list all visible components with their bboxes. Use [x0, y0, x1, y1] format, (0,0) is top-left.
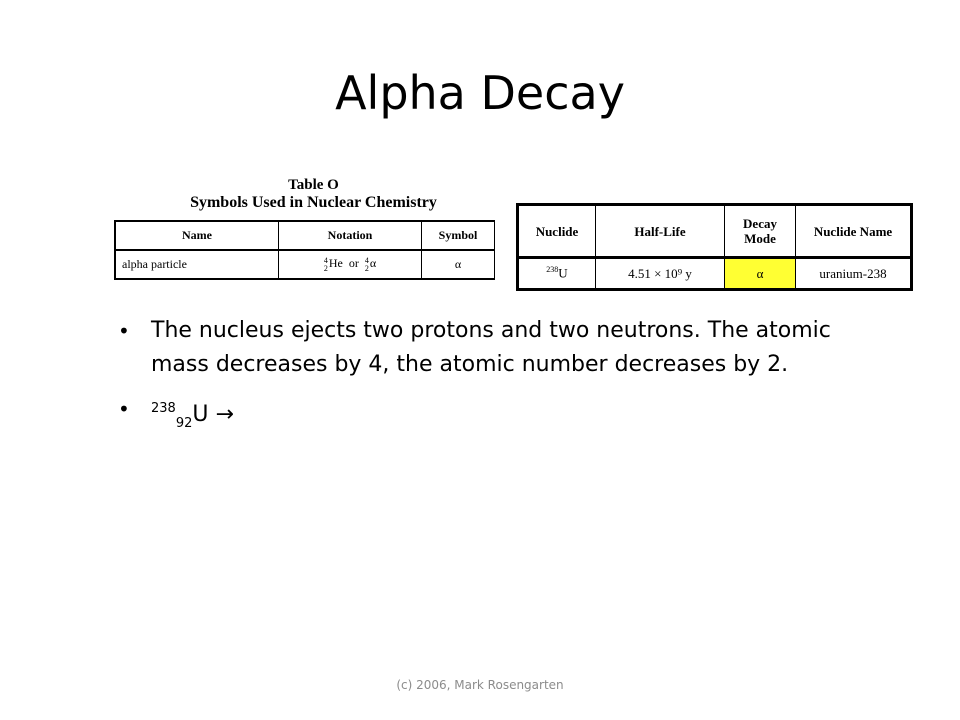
cell-nuclide: [518, 258, 596, 290]
header-symbol: Symbol: [422, 221, 495, 250]
bullet-list: [118, 314, 878, 451]
cell-notation: [279, 250, 422, 279]
notation-fraction-alpha: 4 2: [364, 255, 369, 273]
nuclide-table: [516, 203, 913, 291]
table-o-caption-subtitle: Symbols Used in Nuclear Chemistry: [190, 194, 437, 211]
table-header-row: [518, 205, 912, 258]
notation-alpha: α: [369, 256, 377, 271]
cell-name: alpha particle: [115, 250, 279, 279]
equation-mass-number: 238: [151, 401, 176, 416]
equation-symbol: U: [192, 402, 209, 427]
nuclide-symbol: U: [558, 265, 568, 281]
notation-fraction-he: 4 2: [323, 255, 328, 273]
arrow-icon: →: [215, 402, 234, 427]
header-half-life: Half-Life: [596, 205, 725, 258]
slide-title: Alpha Decay: [335, 66, 625, 120]
symbols-table: [114, 220, 495, 280]
table-o: [114, 176, 495, 280]
bullet-icon: •: [118, 397, 130, 421]
cell-half-life: 4.51 × 10⁹ y: [596, 258, 725, 290]
bullet-text: The nucleus ejects two protons and two neutrons. The atomic mass decreases by 4, the atomic number decreases by 2.: [151, 318, 831, 377]
list-item: [118, 392, 878, 441]
header-name: Name: [115, 221, 279, 250]
table-o-caption-title: Table O: [288, 177, 339, 193]
table-o-caption: [114, 176, 495, 212]
bullet-icon: •: [118, 319, 130, 343]
slide-footer: (c) 2006, Mark Rosengarten: [396, 678, 564, 692]
notation-or: or: [348, 256, 359, 271]
header-decay-mode: Decay Mode: [725, 205, 796, 258]
table-header-row: [115, 221, 495, 250]
notation-he: He: [328, 256, 343, 271]
cell-nuclide-name: uranium-238: [796, 258, 912, 290]
header-nuclide: Nuclide: [518, 205, 596, 258]
list-item: [118, 314, 878, 382]
nuclide-mass: 238: [546, 265, 559, 275]
table-row: [115, 250, 495, 279]
cell-symbol: α: [422, 250, 495, 279]
cell-decay-mode: α: [725, 258, 796, 290]
equation-atomic-number: 92: [175, 416, 193, 431]
header-nuclide-name: Nuclide Name: [796, 205, 912, 258]
header-notation: Notation: [279, 221, 422, 250]
table-row: [518, 258, 912, 290]
